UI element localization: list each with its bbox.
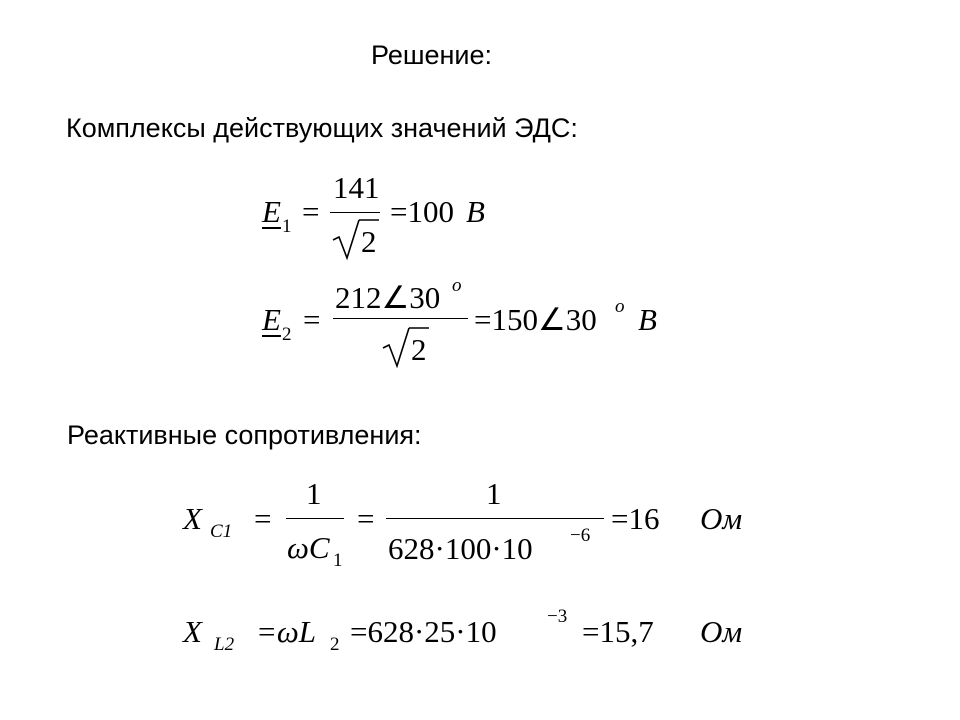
e2-fraction-bar [333,318,468,319]
xl2-unit: Ом [700,614,743,649]
xc1-equals-1: = [254,501,272,536]
e1-denominator: 2 [361,224,377,259]
xl2-exponent: −3 [547,606,568,627]
xc1-frac2-denominator: 628·100·10 [388,531,533,566]
xc1-frac2-bar [386,518,604,519]
e2-numerator: 212∠30 [335,280,441,315]
reactance-heading: Реактивные сопротивления: [67,420,422,450]
xl2-expression-start: =ωL [256,614,317,649]
xc1-frac2-den-exponent: −6 [570,525,591,546]
xl2-expression-middle: =628·25·10 [350,614,497,649]
xc1-subscript: C1 [210,521,233,542]
xc1-frac1-den-subscript: 1 [333,550,343,571]
xc1-symbol: X [183,501,202,536]
e1-unit: B [466,194,485,229]
e2-denominator: 2 [411,332,427,367]
e2-result: =150∠30 [474,302,597,337]
xl2-expression-subscript: 2 [330,634,340,655]
xc1-frac1-numerator: 1 [306,476,322,511]
xc1-result: =16 [611,501,660,536]
emf-heading: Комплексы действующих значений ЭДС: [66,113,578,143]
e2-numerator-degree: o [452,275,462,296]
e1-symbol: E [262,194,281,229]
xl2-result: =15,7 [582,614,654,649]
xc1-frac1-denominator: ωC [287,530,330,565]
e1-equals: = [302,194,320,229]
xc1-unit: Ом [700,501,743,536]
xl2-symbol: X [183,614,202,649]
xc1-frac1-bar [286,518,344,519]
e1-numerator: 141 [333,170,380,205]
e2-radical-sign [383,326,411,368]
e2-result-degree: o [615,296,625,317]
e2-equals: = [303,302,321,337]
e2-symbol: E [262,302,281,337]
e2-subscript: 2 [282,324,292,345]
e1-result: =100 [390,194,454,229]
xl2-subscript: L2 [214,634,235,655]
xc1-equals-2: = [357,501,375,536]
e1-fraction-bar [330,212,380,213]
e1-subscript: 1 [282,216,292,237]
page-title: Решение: [371,40,493,70]
e2-unit: B [638,302,657,337]
xc1-frac2-numerator: 1 [486,476,502,511]
e1-radical-sign [333,218,361,260]
